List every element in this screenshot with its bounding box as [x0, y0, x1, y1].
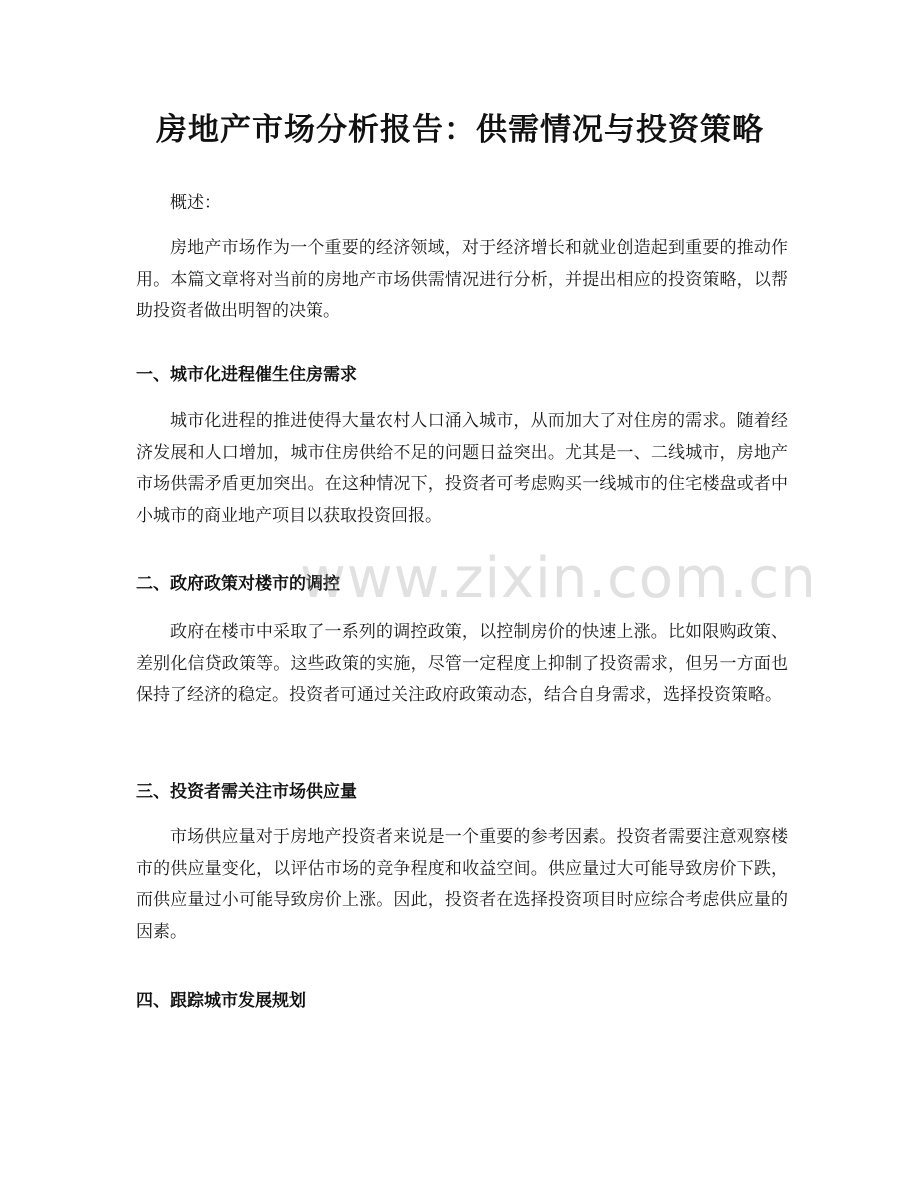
summary-label: 概述： [170, 193, 221, 213]
section-3-heading: 三、投资者需关注市场供应量 [136, 782, 357, 802]
section-1-heading: 一、城市化进程催生住房需求 [136, 365, 357, 385]
section-4-heading: 四、跟踪城市发展规划 [136, 991, 306, 1011]
section-3-body: 市场供应量对于房地产投资者来说是一个重要的参考因素。投资者需要注意观察楼市的供应量变化，以评估市场的竞争程度和收益空间。供应量过大可能导致房价下跌，而供应量过小可能导致房价上涨。因此，投资者在选择投资项目时应综合考虑供应量的因素。 [136, 827, 788, 942]
section-2-body: 政府在楼市中采取了一系列的调控政策，以控制房价的快速上涨。比如限购政策、差别化信贷政策等。这些政策的实施，尽管一定程度上抑制了投资需求，但另一方面也保持了经济的稳定。投资者可通过关注政府政策动态，结合自身需求，选择投资策略。 [136, 622, 788, 705]
watermark: www.zixin.com.cn [300, 546, 817, 611]
intro-paragraph: 房地产市场作为一个重要的经济领域，对于经济增长和就业创造起到重要的推动作用。本篇文章将对当前的房地产市场供需情况进行分析，并提出相应的投资策略，以帮助投资者做出明智的决策。 [136, 238, 788, 321]
section-2-heading: 二、政府政策对楼市的调控 [136, 574, 340, 594]
document-title: 房地产市场分析报告：供需情况与投资策略 [156, 112, 764, 148]
section-1-body: 城市化进程的推进使得大量农村人口涌入城市，从而加大了对住房的需求。随着经济发展和人口增加，城市住房供给不足的问题日益突出。尤其是一、二线城市，房地产市场供需矛盾更加突出。在这种情况下，投资者可考虑购买一线城市的住宅楼盘或者中小城市的商业地产项目以获取投资回报。 [136, 411, 788, 526]
